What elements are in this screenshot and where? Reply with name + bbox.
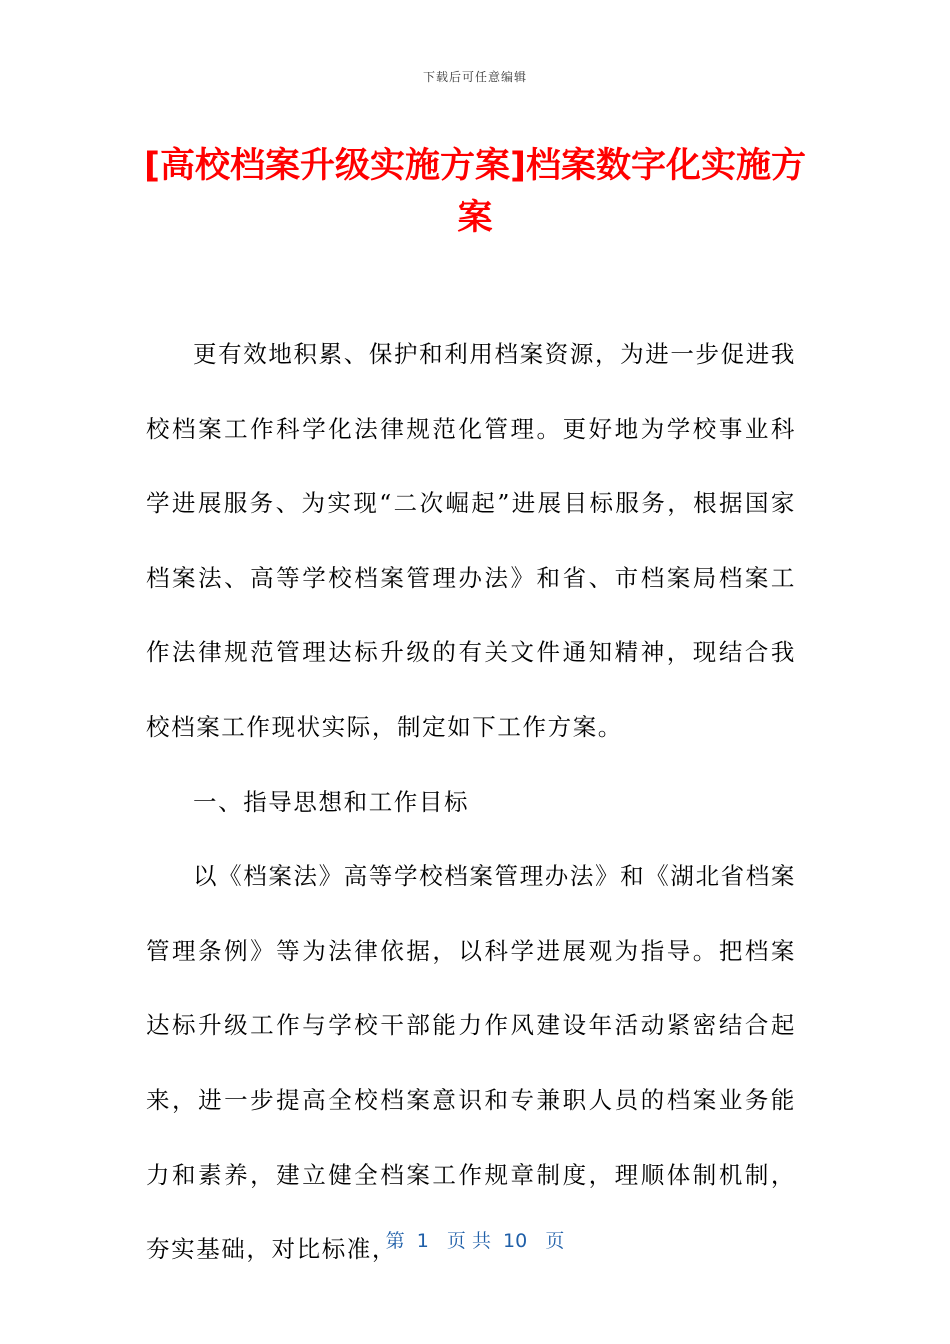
section-heading: 一、指导思想和工作目标: [193, 787, 470, 816]
body-paragraph-intro: 更有效地积累、保护和利用档案资源，为进一步促进我校档案工作科学化法律规范化管理。更好地为学校事业科学进展服务、为实现“二次崛起”进展目标服务，根据国家档案法、高等学校档案管理办法》和省、市档案局档案工作法律规范管理达标升级的有关文件通知精神，现结合我校档案工作现状实际，制定如下工作方案。: [146, 340, 796, 741]
page-number-footer: 第 1 页 共 10 页: [385, 1230, 565, 1252]
body-paragraph-guidance: 以《档案法》高等学校档案管理办法》和《湖北省档案管理条例》等为法律依据，以科学进展观为指导。把档案达标升级工作与学校干部能力作风建设年活动紧密结合起来，进一步提高全校档案意识和专兼职人员的档案业务能力和素养，建立健全档案工作规章制度，理顺体制机制，夯实基础，对比标准，: [146, 862, 796, 1264]
header-note: 下载后可任意编辑: [422, 70, 527, 84]
document-body: [146, 317, 796, 1287]
document-title: [高校档案升级实施方案]档案数字化实施方案: [144, 146, 806, 238]
